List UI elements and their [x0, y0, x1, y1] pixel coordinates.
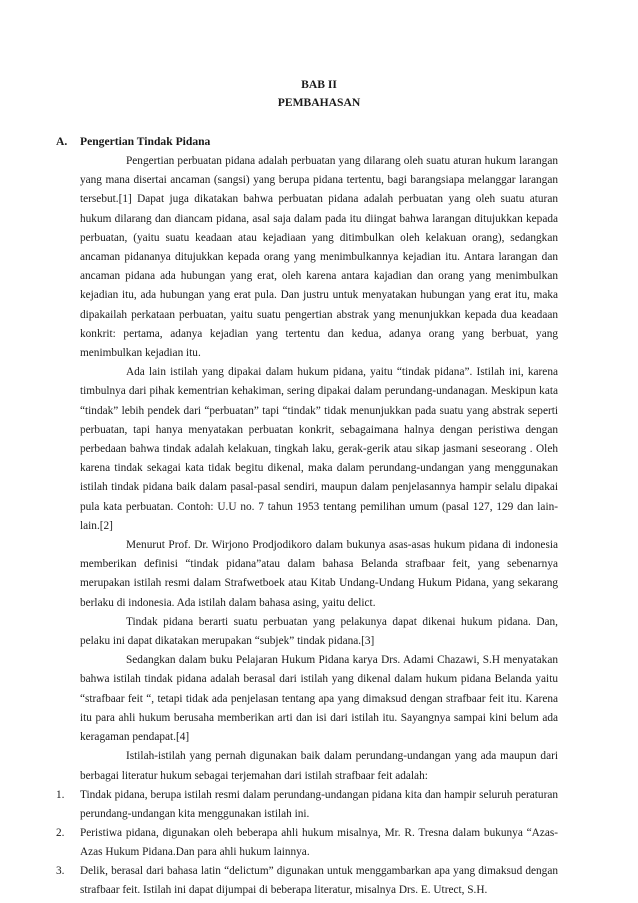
paragraph: Sedangkan dalam buku Pelajaran Hukum Pidana karya Drs. Adami Chazawi, S.H menyatakan bahwa istilah tindak pidana adalah berasal dari istilah yang dikenal dalam hukum pidana Belanda yaitu “strafbaar feit “, tetapi tidak ada penjelasan tentang apa yang dimaksud dengan strafbaar feit itu. Karena itu para ahli hukum berusaha memberikan arti dan isi dari istilah itu. Sayangnya sampai kini belum ada keragaman pendapat.[4]	[80, 654, 558, 744]
list-item-number: 3.	[56, 865, 65, 877]
list-item-text: Delik, berasal dari bahasa latin “delictum” digunakan untuk menggambarkan apa yang dimaksud dengan strafbaar feit. Istilah ini dapat dijumpai di beberapa literatur, misalnya Drs. E. Utrect, S.H.	[80, 865, 558, 897]
paragraph: Menurut Prof. Dr. Wirjono Prodjodikoro dalam bukunya asas-asas hukum pidana di indonesia memberikan definisi “tindak pidana”atau dalam bahasa Belanda strafbaar feit, yang sebenarnya merupakan istilah resmi dalam Strafwetboek atau Kitab Undang-Undang Hukum Pidana, yang sekarang berlaku di indonesia. Ada istilah dalam bahasa asing, yaitu delict.	[80, 539, 558, 609]
section-title: Pengertian Tindak Pidana	[80, 135, 211, 148]
paragraph: Tindak pidana berarti suatu perbuatan yang pelakunya dapat dikenai hukum pidana. Dan, pelaku ini dapat dikatakan merupakan “subjek” tindak pidana.[3]	[80, 615, 558, 648]
chapter-title: BAB II	[301, 78, 337, 91]
term-list	[56, 786, 558, 900]
paragraph: Pengertian perbuatan pidana adalah perbuatan yang dilarang oleh suatu aturan hukum larangan yang mana disertai ancaman (sangsi) yang berupa pidana tertentu, bagi barangsiapa melanggar larangan tersebut.[1] Dapat juga dikatakan bahwa perbuatan pidana adalah perbuatan yang oleh suatu aturan hukum dilarang dan diancam pidana, asal saja dalam pada itu diingat bahwa larangan ditujukkan kepada perbuatan, (yaitu suatu keadaan atau kejadiaan yang ditimbulkan oleh kelakuan orang), sedangkan ancaman pidananya ditujukkan kepada orang yang menimbulkannya kejadian itu. Antara larangan dan ancaman pidana ada hubungan yang erat, oleh karena antara kajadian dan orang yang menimbulkan kejadian itu, ada hubungan yang erat pula. Dan justru untuk menyatakan hubungan yang erat itu, maka dipakailah perkataan perbuatan, yaitu suatu pengertian abstrak yang menunjukkan kepada dua keadaan konkrit: pertama, adanya kejadian yang tertentu dan kedua, adanya orang yang berbuat, yang menimbulkan kejadian itu.	[80, 155, 558, 360]
list-item-text: Peristiwa pidana, digunakan oleh beberapa ahli hukum misalnya, Mr. R. Tresna dalam bukunya “Azas-Azas Hukum Pidana.Dan para ahli hukum lainnya.	[80, 827, 558, 859]
paragraph: Istilah-istilah yang pernah digunakan baik dalam perundang-undangan yang ada maupun dari berbagai literatur hukum sebagai terjemahan dari istilah strafbaar feit adalah:	[80, 750, 558, 782]
list-item-text: Tindak pidana, berupa istilah resmi dalam perundang-undangan pidana kita dan hampir seluruh peraturan perundang-undangan kita menggunakan istilah ini.	[80, 789, 558, 821]
list-item-number: 1.	[56, 789, 65, 801]
chapter-subtitle: PEMBAHASAN	[277, 96, 361, 109]
body-paragraphs	[80, 152, 558, 786]
section-number: A.	[56, 135, 68, 148]
paragraph: Ada lain istilah yang dipakai dalam hukum pidana, yaitu “tindak pidana”. Istilah ini, karena timbulnya dari pihak kementrian kehakiman, sering dipakai dalam perundang-undanagan. Meskipun kata “tindak” lebih pendek dari “perbuatan” tapi “tindak” tidak menunjukkan pada suatu yang abstrak seperti perbuatan, tapi hanya menyatakan perbuatan konkrit, sebagaimana halnya dengan peristiwa dengan perbedaan bahwa tindak adalah kelakuan, tingkah laku, gerak-gerik atau sikap jasmani seseorang . Oleh karena tindak sekagai kata tidak begitu dikenal, maka dalam perundang-undangan yang menggunakan istilah tindak pidana baik dalam pasal-pasal sendiri, maupun dalam penjelasannya hampir selalu dipakai pula kata perbuatan. Contoh: U.U no. 7 tahun 1953 tentang pemilihan umum (pasal 127, 129 dan lain-lain.[2]	[80, 366, 558, 532]
section-heading	[56, 133, 210, 150]
list-item-number: 2.	[56, 827, 65, 839]
